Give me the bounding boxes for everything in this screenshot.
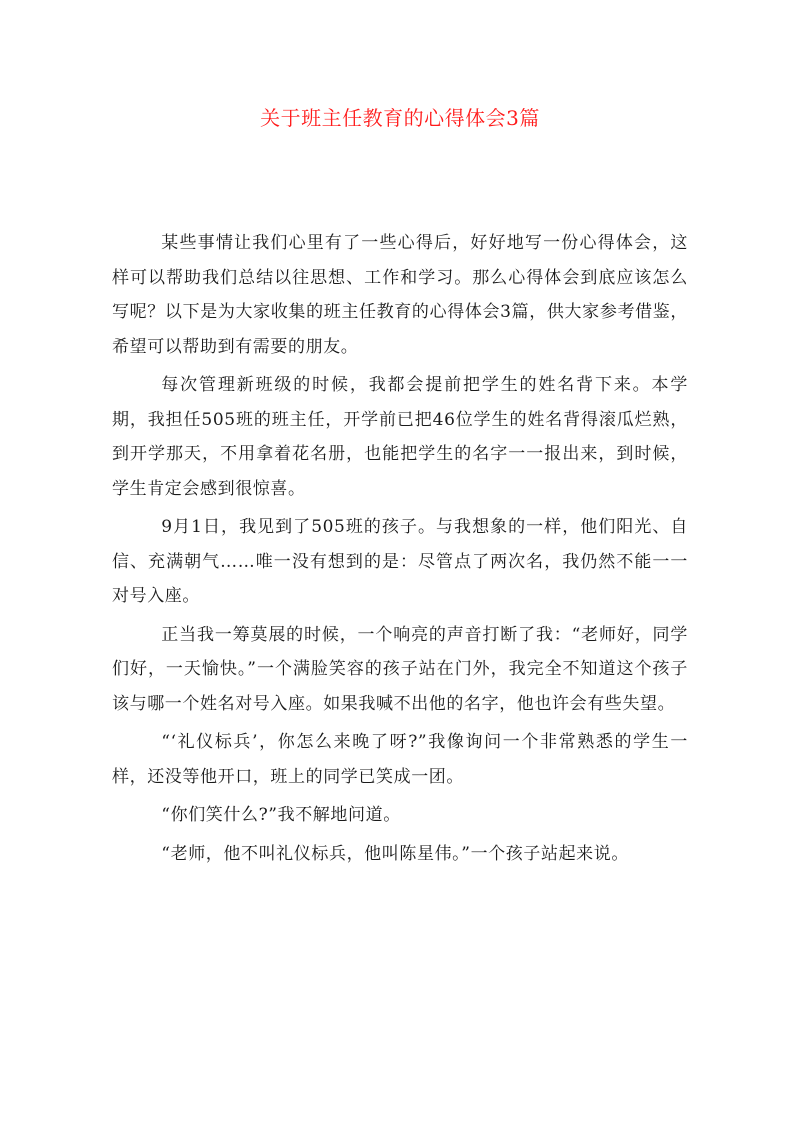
paragraph-etiquette-model: “‘礼仪标兵’，你怎么来晚了呀?”我像询问一个非常熟悉的学生一样，还没等他开口，班上的同学已笑成一团。 [112,732,688,787]
document-body [112,226,688,875]
paragraph-greeting: 正当我一筹莫展的时候，一个响亮的声音打断了我：“老师好，同学们好，一天愉快。”一个满脸笑容的孩子站在门外，我完全不知道这个孩子该与哪一个姓名对号入座。如果我喊不出他的名字，他也许会有些失望。 [112,624,688,714]
document-title: 关于班主任教育的心得体会3篇 [260,106,540,130]
paragraph-why-laugh: “你们笑什么?”我不解地问道。 [161,805,401,825]
paragraph-first-day: 9月1日，我见到了505班的孩子。与我想象的一样，他们阳光、自信、充满朝气……唯一没有想到的是：尽管点了两次名，我仍然不能一一对号入座。 [112,517,688,606]
paragraph-intro: 某些事情让我们心里有了一些心得后，好好地写一份心得体会，这样可以帮助我们总结以往思想、工作和学习。那么心得体会到底应该怎么写呢？以下是为大家收集的班主任教育的心得体会3篇，供大家参考借鉴，希望可以帮助到有需要的朋友。 [112,233,688,357]
paragraph-memorize-names: 每次管理新班级的时候，我都会提前把学生的姓名背下来。本学期，我担任505班的班主任，开学前已把46位学生的姓名背得滚瓜烂熟，到开学那天，不用拿着花名册，也能把学生的名字一一报出来，到时候，学生肯定会感到很惊喜。 [112,375,688,499]
paragraph-student-name: “老师，他不叫礼仪标兵，他叫陈星伟。”一个孩子站起来说。 [161,843,629,864]
